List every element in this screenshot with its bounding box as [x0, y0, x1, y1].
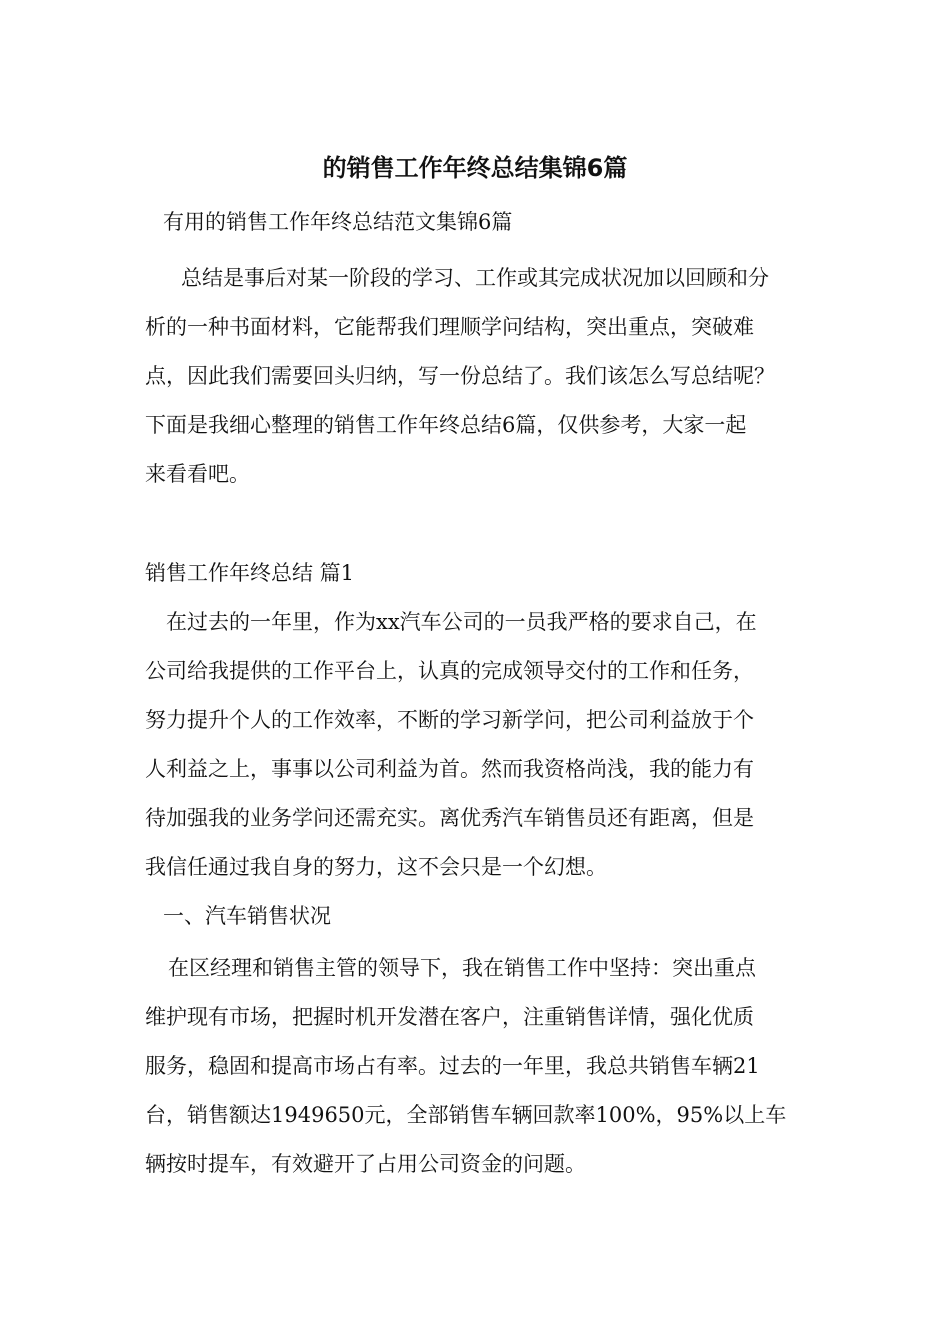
document-subtitle: 有用的销售工作年终总结范文集锦6篇	[163, 210, 513, 234]
paragraph-line: 我信任通过我自身的努力，这不会只是一个幻想。	[145, 855, 607, 879]
paragraph-line: 辆按时提车，有效避开了占用公司资金的问题。	[145, 1152, 586, 1176]
intro-paragraph	[145, 254, 825, 499]
intro-line: 下面是我细心整理的销售工作年终总结6篇，仅供参考，大家一起	[145, 413, 747, 437]
paragraph-line: 服务，稳固和提高市场占有率。过去的一年里，我总共销售车辆21	[145, 1054, 760, 1078]
section-heading: 销售工作年终总结 篇1	[145, 561, 355, 585]
paragraph-line: 努力提升个人的工作效率，不断的学习新学问，把公司利益放于个	[145, 708, 754, 732]
intro-line: 来看看吧。	[145, 462, 250, 486]
intro-line: 点，因此我们需要回头归纳，写一份总结了。我们该怎么写总结呢？	[145, 364, 775, 388]
paragraph-line: 台，销售额达1949650元，全部销售车辆回款率100%，95%以上车	[145, 1103, 787, 1127]
paragraph-2	[145, 944, 825, 1189]
paragraph-line: 人利益之上，事事以公司利益为首。然而我资格尚浅，我的能力有	[145, 757, 754, 781]
subsection-heading: 一、汽车销售状况	[163, 904, 331, 928]
paragraph-line: 待加强我的业务学问还需充实。离优秀汽车销售员还有距离，但是	[145, 806, 754, 830]
intro-line: 总结是事后对某一阶段的学习、工作或其完成状况加以回顾和分	[181, 266, 769, 290]
paragraph-line: 在区经理和销售主管的领导下，我在销售工作中坚持：突出重点	[168, 956, 756, 980]
paragraph-line: 公司给我提供的工作平台上，认真的完成领导交付的工作和任务，	[145, 659, 754, 683]
document-title: 的销售工作年终总结集锦6篇	[322, 154, 628, 182]
paragraph-1	[145, 598, 825, 892]
paragraph-line: 维护现有市场，把握时机开发潜在客户，注重销售详情，强化优质	[145, 1005, 754, 1029]
intro-line: 析的一种书面材料，它能帮我们理顺学问结构，突出重点，突破难	[145, 315, 754, 339]
paragraph-line: 在过去的一年里，作为xx汽车公司的一员我严格的要求自己，在	[166, 610, 757, 634]
